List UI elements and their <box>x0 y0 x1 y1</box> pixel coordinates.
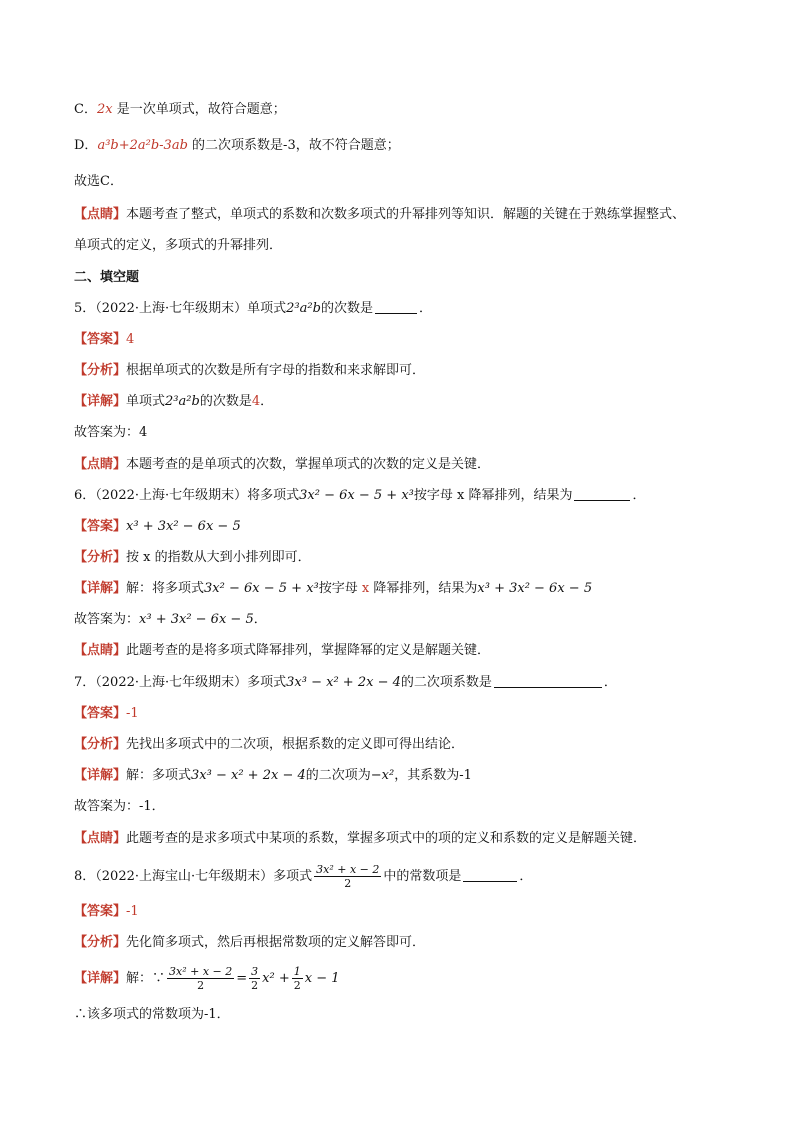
analysis-tag: 【分析】 <box>74 935 127 950</box>
fraction-denominator: 2 <box>293 979 301 992</box>
question-text: 单项式 <box>247 301 287 316</box>
analysis-5 <box>74 361 425 381</box>
detail-text: 解：将多项式 <box>126 581 205 596</box>
question-text: 多项式 <box>273 869 313 884</box>
question-text: 的次数是 <box>320 301 373 316</box>
detail-text: 按字母 <box>318 581 358 596</box>
question-source: （2022·上海宝山·七年级期末） <box>95 869 274 884</box>
math-expression: 2x <box>96 102 113 117</box>
fraction-denominator: 2 <box>344 877 352 890</box>
equals-sign: = <box>236 971 248 986</box>
detail-text: 的二次项为 <box>305 768 371 783</box>
dianjing-text: 此题考查的是将多项式降幂排列，掌握降幂的定义是解题关键． <box>126 643 491 658</box>
question-text: 将多项式 <box>247 488 300 503</box>
detail-6 <box>74 579 592 599</box>
question-source: （2022·上海·七年级期末） <box>95 488 248 503</box>
analysis-text: 先化简多项式，然后再根据常数项的定义解答即可． <box>126 935 426 950</box>
math-expression: x³ + 3x² − 6x − 5 <box>139 612 254 627</box>
punctuation: ． <box>260 394 274 409</box>
final-8: ∴该多项式的常数项为-1． <box>74 1007 230 1022</box>
fraction-numerator: 3x² + x − 2 <box>316 863 380 876</box>
math-expression: 2³a²b <box>165 394 200 409</box>
answer-blank <box>463 868 517 882</box>
analysis-tag: 【分析】 <box>74 363 127 378</box>
math-expression: 3x² − 6x − 5 + x³ <box>204 581 319 596</box>
detail-tag: 【详解】 <box>74 581 127 596</box>
question-5 <box>74 299 432 319</box>
question-7 <box>74 673 617 693</box>
math-expression: 2³a²b <box>286 301 321 316</box>
answer-blank <box>375 300 417 314</box>
dianjing-text: 本题考查了整式，单项式的系数和次数多项式的升幂排列等知识．解题的关键在于熟练掌握整式、 <box>126 207 686 222</box>
detail-text: ，其系数为-1 <box>394 768 472 783</box>
math-expression: 3x² − 6x − 5 + x³ <box>299 488 414 503</box>
answer-5 <box>74 330 134 350</box>
fraction <box>249 965 260 992</box>
analysis-6 <box>74 548 311 568</box>
question-6 <box>74 486 645 506</box>
question-8 <box>74 858 532 896</box>
punctuation: ． <box>603 675 617 690</box>
detail-text: 解：∵ <box>126 971 166 986</box>
analysis-7 <box>74 735 464 755</box>
punctuation: ． <box>253 612 267 627</box>
fraction-numerator: 3 <box>251 965 259 978</box>
answer-value: -1 <box>126 904 139 919</box>
dianjing-tag: 【点睛】 <box>74 831 127 846</box>
detail-text: 单项式 <box>126 394 166 409</box>
detail-8 <box>74 961 340 997</box>
question-text: 多项式 <box>247 675 287 690</box>
dianjing-text: 此题考查的是求多项式中某项的系数，掌握多项式中的项的定义和系数的定义是解题关键． <box>126 831 647 846</box>
question-text: 的二次项系数是 <box>400 675 492 690</box>
analysis-tag: 【分析】 <box>74 737 127 752</box>
dianjing-4-line2: 单项式的定义，多项式的升幂排列． <box>74 238 283 253</box>
analysis-tag: 【分析】 <box>74 550 127 565</box>
option-text: 的二次项系数是-3，故不符合题意； <box>192 138 400 153</box>
analysis-8 <box>74 933 425 953</box>
question-source: （2022·上海·七年级期末） <box>95 675 248 690</box>
punctuation: ． <box>632 488 646 503</box>
option-label: D． <box>74 138 98 153</box>
option-text: 是一次单项式，故符合题意； <box>116 102 286 117</box>
question-text: 按字母 x 降幂排列，结果为 <box>413 488 573 503</box>
answer-tag: 【答案】 <box>74 332 127 347</box>
fraction-numerator: 3x² + x − 2 <box>169 965 233 978</box>
detail-tag: 【详解】 <box>74 394 127 409</box>
variable: x <box>361 581 370 596</box>
question-source: （2022·上海·七年级期末） <box>95 301 248 316</box>
question-number: 8． <box>74 869 96 884</box>
punctuation: ． <box>418 301 432 316</box>
option-label: C． <box>74 102 97 117</box>
final-5: 故答案为：4 <box>74 425 148 440</box>
question-number: 5． <box>74 301 96 316</box>
answer-blank <box>494 674 602 688</box>
question-number: 7． <box>74 675 96 690</box>
answer-6 <box>74 517 241 537</box>
detail-tag: 【详解】 <box>74 971 127 986</box>
math-expression: 3x³ − x² + 2x − 4 <box>286 675 401 690</box>
detail-text: 解：多项式 <box>126 768 192 783</box>
answer-value: 4 <box>126 332 135 347</box>
detail-tag: 【详解】 <box>74 768 127 783</box>
detail-5 <box>74 392 273 412</box>
math-expression: 3x³ − x² + 2x − 4 <box>191 768 306 783</box>
analysis-text: 根据单项式的次数是所有字母的指数和来求解即可． <box>126 363 426 378</box>
dianjing-5 <box>74 455 490 475</box>
question-text: 中的常数项是 <box>383 869 462 884</box>
answer-blank <box>574 487 630 501</box>
detail-text: 的次数是 <box>199 394 252 409</box>
detail-value: 4 <box>251 394 261 409</box>
answer-value: x³ + 3x² − 6x − 5 <box>126 519 241 534</box>
dianjing-6 <box>74 641 490 661</box>
math-expression: x² + <box>262 971 290 986</box>
fraction <box>292 965 303 992</box>
detail-value: x³ + 3x² − 6x − 5 <box>477 581 593 596</box>
answer-tag: 【答案】 <box>74 519 127 534</box>
analysis-text: 按 x 的指数从大到小排列即可． <box>126 550 311 565</box>
detail-text: 降幂排列，结果为 <box>373 581 478 596</box>
question-number: 6． <box>74 488 96 503</box>
fraction <box>167 965 234 992</box>
option-d-line <box>74 136 400 156</box>
dianjing-tag: 【点睛】 <box>74 457 127 472</box>
fraction <box>314 863 381 890</box>
fraction-numerator: 1 <box>293 965 301 978</box>
fraction-denominator: 2 <box>251 979 259 992</box>
dianjing-text: 本题考查的是单项式的次数，掌握单项式的次数的定义是关键． <box>126 457 491 472</box>
dianjing-tag: 【点睛】 <box>74 207 127 222</box>
section-title: 二、填空题 <box>74 270 140 285</box>
answer-tag: 【答案】 <box>74 706 127 721</box>
math-expression: a³b+2a²b-3ab <box>97 138 188 153</box>
answer-7 <box>74 704 139 724</box>
answer-8 <box>74 902 139 922</box>
dianjing-7 <box>74 829 646 849</box>
final-text: 故答案为： <box>74 612 140 627</box>
dianjing-4-line1 <box>74 205 685 225</box>
math-expression: x − 1 <box>304 971 340 986</box>
answer-value: -1 <box>126 706 139 721</box>
detail-7 <box>74 766 472 786</box>
detail-value: −x² <box>370 768 395 783</box>
choice-line: 故选C． <box>74 174 123 189</box>
final-7: 故答案为：-1． <box>74 799 165 814</box>
option-c-line <box>74 100 286 120</box>
analysis-text: 先找出多项式中的二次项，根据系数的定义即可得出结论． <box>126 737 465 752</box>
answer-tag: 【答案】 <box>74 904 127 919</box>
final-6 <box>74 610 267 630</box>
punctuation: ． <box>519 869 533 884</box>
dianjing-tag: 【点睛】 <box>74 643 127 658</box>
fraction-denominator: 2 <box>197 979 205 992</box>
